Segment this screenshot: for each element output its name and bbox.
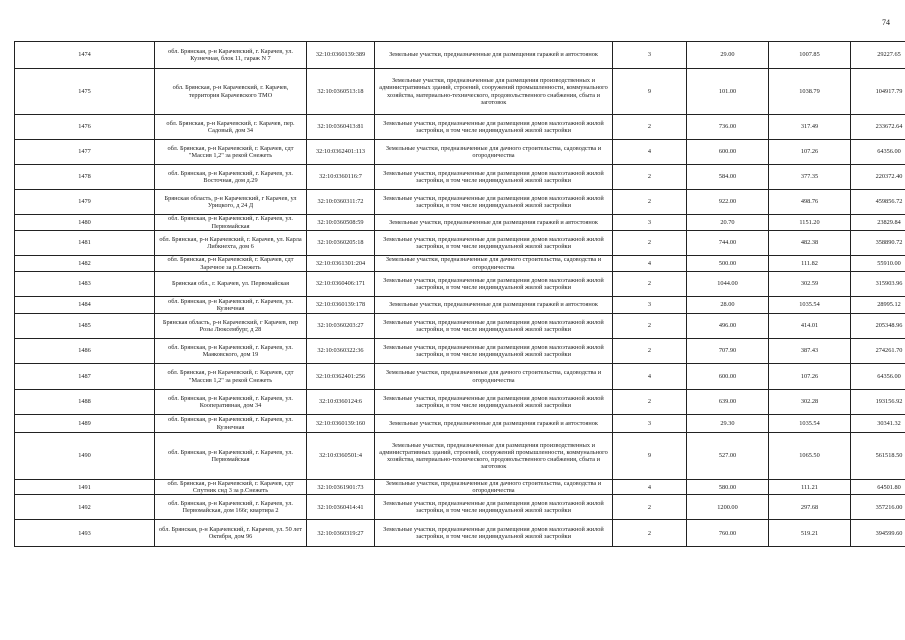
group-code-cell: 2 [613, 520, 687, 547]
cadastral-value-cell: 459856.72 [851, 190, 905, 215]
area-cell: 600.00 [687, 364, 769, 390]
group-code-cell: 2 [613, 314, 687, 339]
group-code-cell: 2 [613, 115, 687, 140]
group-code-cell: 2 [613, 339, 687, 364]
land-use-cell: Земельные участки, предназначенные для размещения домов малоэтажной жилой застройки, в том числе индивидуальной жилой застройки [375, 339, 613, 364]
cadastral-value-cell: 55910.00 [851, 256, 905, 272]
specific-value-cell: 111.82 [769, 256, 851, 272]
table-row [15, 256, 905, 272]
cadastral-value-cell: 193156.92 [851, 390, 905, 415]
row-number: 1477 [15, 140, 155, 165]
cadastral-number-cell: 32:10:0362401:256 [307, 364, 375, 390]
address-cell: Брянская область, р-н Карачевский, г Карачев, пер Розы Люксембург, д 28 [155, 314, 307, 339]
cadastral-value-cell: 205348.96 [851, 314, 905, 339]
cadastral-number-cell: 32:10:0360322:36 [307, 339, 375, 364]
table-row [15, 272, 905, 297]
area-cell: 1200.00 [687, 495, 769, 520]
address-cell: обл. Брянская, р-н Карачевский, г. Карачев, ул. Восточная, дом д.29 [155, 165, 307, 190]
row-number: 1492 [15, 495, 155, 520]
group-code-cell: 3 [613, 215, 687, 231]
land-use-cell: Земельные участки, предназначенные для размещения домов малоэтажной жилой застройки, в том числе индивидуальной жилой застройки [375, 190, 613, 215]
group-code-cell: 9 [613, 69, 687, 115]
table-row [15, 364, 905, 390]
cadastral-number-cell: 32:10:0361301:204 [307, 256, 375, 272]
table-row [15, 190, 905, 215]
table-row [15, 314, 905, 339]
cadastral-number-cell: 32:10:0360139:160 [307, 415, 375, 433]
area-cell: 584.00 [687, 165, 769, 190]
address-cell: обл. Брянская, р-н Карачевский, г. Карачев, ул. Кузнечная [155, 297, 307, 314]
land-use-cell: Земельные участки, предназначенные для размещения домов малоэтажной жилой застройки, в том числе индивидуальной жилой застройки [375, 115, 613, 140]
group-code-cell: 2 [613, 165, 687, 190]
address-cell: обл. Брянская, р-н Карачевский, г. Карачев, ул. Первомайская, дом 166г, квартира 2 [155, 495, 307, 520]
address-cell: обл. Брянская, р-н Карачевский, г. Карачев, пер. Садовый, дом 34 [155, 115, 307, 140]
row-number: 1485 [15, 314, 155, 339]
cadastral-number-cell: 32:10:0360406:171 [307, 272, 375, 297]
row-number: 1475 [15, 69, 155, 115]
group-code-cell: 4 [613, 480, 687, 495]
specific-value-cell: 1151.20 [769, 215, 851, 231]
area-cell: 744.00 [687, 231, 769, 256]
address-cell: обл. Брянская, р-н Карачевский, г. Карачев, ул. Первомайская [155, 433, 307, 480]
area-cell: 527.00 [687, 433, 769, 480]
table-row [15, 520, 905, 547]
table-row [15, 480, 905, 495]
land-use-cell: Земельные участки, предназначенные для размещения домов малоэтажной жилой застройки, в том числе индивидуальной жилой застройки [375, 390, 613, 415]
area-cell: 29.00 [687, 42, 769, 69]
group-code-cell: 4 [613, 140, 687, 165]
specific-value-cell: 1007.85 [769, 42, 851, 69]
cadastral-number-cell: 32:10:0360205:18 [307, 231, 375, 256]
address-cell: обл. Брянская, р-н Карачевский, г. Карачев, ул. Кооперативная, дом 34 [155, 390, 307, 415]
cadastral-value-cell: 30341.32 [851, 415, 905, 433]
land-use-cell: Земельные участки, предназначенные для дачного строительства, садоводства и огородничества [375, 256, 613, 272]
row-number: 1493 [15, 520, 155, 547]
table-row [15, 297, 905, 314]
row-number: 1488 [15, 390, 155, 415]
table-row [15, 69, 905, 115]
specific-value-cell: 1065.50 [769, 433, 851, 480]
land-use-cell: Земельные участки, предназначенные для размещения домов малоэтажной жилой застройки, в том числе индивидуальной жилой застройки [375, 165, 613, 190]
table-row [15, 339, 905, 364]
row-number: 1476 [15, 115, 155, 140]
land-use-cell: Земельные участки, предназначенные для размещения гаражей и автостоянок [375, 42, 613, 69]
area-cell: 496.00 [687, 314, 769, 339]
row-number: 1490 [15, 433, 155, 480]
cadastral-value-cell: 64501.80 [851, 480, 905, 495]
cadastral-value-cell: 561518.50 [851, 433, 905, 480]
cadastral-number-cell: 32:10:0360311:72 [307, 190, 375, 215]
cadastral-number-cell: 32:10:0360124:6 [307, 390, 375, 415]
area-cell: 29.30 [687, 415, 769, 433]
specific-value-cell: 302.28 [769, 390, 851, 415]
cadastral-number-cell: 32:10:0360319:27 [307, 520, 375, 547]
row-number: 1483 [15, 272, 155, 297]
table-row [15, 433, 905, 480]
cadastral-value-cell: 220372.40 [851, 165, 905, 190]
area-cell: 760.00 [687, 520, 769, 547]
area-cell: 736.00 [687, 115, 769, 140]
page-number: 74 [882, 18, 890, 27]
group-code-cell: 4 [613, 256, 687, 272]
address-cell: обл. Брянская, р-н Карачевский, г. Карачев, ул. Кузнечная, блок 11, гараж N 7 [155, 42, 307, 69]
row-number: 1482 [15, 256, 155, 272]
address-cell: обл. Брянская, р-н Карачевский, г. Карачев, ул. Маяковского, дом 19 [155, 339, 307, 364]
address-cell: обл. Брянская, р-н Карачевский, г. Карачев, территория Карачевского ТМО [155, 69, 307, 115]
table-row [15, 140, 905, 165]
cadastral-number-cell: 32:10:0361901:73 [307, 480, 375, 495]
table-row [15, 415, 905, 433]
land-use-cell: Земельные участки, предназначенные для размещения производственных и административных зданий, строений, сооружений промышленности, коммунального хозяйства, материально-технического, продовольственного снабжения, сбыта и заготовок [375, 69, 613, 115]
row-number: 1480 [15, 215, 155, 231]
cadastral-number-cell: 32:10:0360139:178 [307, 297, 375, 314]
table-body [15, 42, 905, 547]
table-row [15, 165, 905, 190]
area-cell: 707.90 [687, 339, 769, 364]
specific-value-cell: 414.01 [769, 314, 851, 339]
cadastral-value-cell: 233672.64 [851, 115, 905, 140]
group-code-cell: 2 [613, 231, 687, 256]
address-cell: Брянская обл., г. Карачев, ул. Первомайская [155, 272, 307, 297]
specific-value-cell: 1035.54 [769, 297, 851, 314]
address-cell: обл. Брянская, р-н Карачевский, г. Карачев, сдт "Массив 1,2" за рекой Снежеть [155, 140, 307, 165]
cadastral-value-cell: 23829.84 [851, 215, 905, 231]
land-use-cell: Земельные участки, предназначенные для размещения гаражей и автостоянок [375, 415, 613, 433]
specific-value-cell: 387.43 [769, 339, 851, 364]
row-number: 1478 [15, 165, 155, 190]
table-row [15, 231, 905, 256]
land-use-cell: Земельные участки, предназначенные для размещения домов малоэтажной жилой застройки, в том числе индивидуальной жилой застройки [375, 231, 613, 256]
area-cell: 639.00 [687, 390, 769, 415]
cadastral-value-cell: 29227.65 [851, 42, 905, 69]
land-use-cell: Земельные участки, предназначенные для дачного строительства, садоводства и огородничества [375, 140, 613, 165]
specific-value-cell: 482.38 [769, 231, 851, 256]
cadastral-value-cell: 28995.12 [851, 297, 905, 314]
group-code-cell: 3 [613, 42, 687, 69]
area-cell: 20.70 [687, 215, 769, 231]
land-use-cell: Земельные участки, предназначенные для размещения домов малоэтажной жилой застройки, в том числе индивидуальной жилой застройки [375, 314, 613, 339]
group-code-cell: 9 [613, 433, 687, 480]
cadastral-number-cell: 32:10:0360203:27 [307, 314, 375, 339]
address-cell: обл. Брянская, р-н Карачевский, г. Карачев, ул. Карла Либкнехта, дом 6 [155, 231, 307, 256]
address-cell: обл. Брянская, р-н Карачевский, г. Карачев, ул. Первомайская [155, 215, 307, 231]
specific-value-cell: 297.68 [769, 495, 851, 520]
group-code-cell: 2 [613, 390, 687, 415]
row-number: 1484 [15, 297, 155, 314]
row-number: 1481 [15, 231, 155, 256]
specific-value-cell: 317.49 [769, 115, 851, 140]
specific-value-cell: 111.21 [769, 480, 851, 495]
cadastral-number-cell: 32:10:0360513:18 [307, 69, 375, 115]
address-cell: обл. Брянская, р-н Карачевский, г. Карачев, сдт "Массив 1,2" за рекой Снежеть [155, 364, 307, 390]
cadastral-number-cell: 32:10:0360508:59 [307, 215, 375, 231]
cadastral-value-cell: 104917.79 [851, 69, 905, 115]
table-row [15, 390, 905, 415]
area-cell: 500.00 [687, 256, 769, 272]
address-cell: обл. Брянская, р-н Карачевский, г. Карачев, сдт Заречное за р.Снежеть [155, 256, 307, 272]
cadastral-number-cell: 32:10:0360501:4 [307, 433, 375, 480]
specific-value-cell: 1038.79 [769, 69, 851, 115]
land-use-cell: Земельные участки, предназначенные для размещения производственных и административных зданий, строений, сооружений промышленности, коммунального хозяйства, материально-технического, продовольственного снабжения, сбыта и заготовок [375, 433, 613, 480]
group-code-cell: 2 [613, 495, 687, 520]
cadastral-value-cell: 64356.00 [851, 140, 905, 165]
land-use-cell: Земельные участки, предназначенные для дачного строительства, садоводства и огородничества [375, 480, 613, 495]
area-cell: 922.00 [687, 190, 769, 215]
address-cell: Брянская область, р-н Карачевский, г Карачев, ул Урицкого, д 24 Д [155, 190, 307, 215]
row-number: 1474 [15, 42, 155, 69]
cadastral-number-cell: 32:10:0360413:81 [307, 115, 375, 140]
cadastral-number-cell: 32:10:0360139:389 [307, 42, 375, 69]
cadastral-number-cell: 32:10:0360116:7 [307, 165, 375, 190]
area-cell: 600.00 [687, 140, 769, 165]
address-cell: обл. Брянская, р-н Карачевский, г. Карачев, ул. Кузнечная [155, 415, 307, 433]
land-use-cell: Земельные участки, предназначенные для дачного строительства, садоводства и огородничества [375, 364, 613, 390]
cadastral-value-cell: 315903.96 [851, 272, 905, 297]
cadastral-value-cell: 394599.60 [851, 520, 905, 547]
land-use-cell: Земельные участки, предназначенные для размещения домов малоэтажной жилой застройки, в том числе индивидуальной жилой застройки [375, 520, 613, 547]
row-number: 1487 [15, 364, 155, 390]
group-code-cell: 2 [613, 190, 687, 215]
cadastral-value-cell: 64356.00 [851, 364, 905, 390]
table-row [15, 42, 905, 69]
area-cell: 101.00 [687, 69, 769, 115]
specific-value-cell: 498.76 [769, 190, 851, 215]
land-use-cell: Земельные участки, предназначенные для размещения домов малоэтажной жилой застройки, в том числе индивидуальной жилой застройки [375, 495, 613, 520]
land-use-cell: Земельные участки, предназначенные для размещения гаражей и автостоянок [375, 297, 613, 314]
land-use-cell: Земельные участки, предназначенные для размещения домов малоэтажной жилой застройки, в том числе индивидуальной жилой застройки [375, 272, 613, 297]
address-cell: обл. Брянская, р-н Карачевский, г. Карачев, ул. 50 лет Октября, дом 96 [155, 520, 307, 547]
group-code-cell: 4 [613, 364, 687, 390]
specific-value-cell: 107.26 [769, 364, 851, 390]
table-row [15, 115, 905, 140]
row-number: 1486 [15, 339, 155, 364]
cadastral-number-cell: 32:10:0362401:113 [307, 140, 375, 165]
address-cell: обл. Брянская, р-н Карачевский, г. Карачев, сдт Спутник снд 3 за р.Снежеть [155, 480, 307, 495]
cadastral-table [14, 41, 905, 547]
cadastral-value-cell: 274261.70 [851, 339, 905, 364]
area-cell: 1044.00 [687, 272, 769, 297]
specific-value-cell: 302.59 [769, 272, 851, 297]
area-cell: 580.00 [687, 480, 769, 495]
cadastral-value-cell: 357216.00 [851, 495, 905, 520]
group-code-cell: 3 [613, 415, 687, 433]
cadastral-number-cell: 32:10:0360414:41 [307, 495, 375, 520]
specific-value-cell: 1035.54 [769, 415, 851, 433]
row-number: 1491 [15, 480, 155, 495]
group-code-cell: 2 [613, 272, 687, 297]
area-cell: 28.00 [687, 297, 769, 314]
specific-value-cell: 377.35 [769, 165, 851, 190]
land-use-cell: Земельные участки, предназначенные для размещения гаражей и автостоянок [375, 215, 613, 231]
group-code-cell: 3 [613, 297, 687, 314]
row-number: 1489 [15, 415, 155, 433]
specific-value-cell: 107.26 [769, 140, 851, 165]
table-row [15, 215, 905, 231]
specific-value-cell: 519.21 [769, 520, 851, 547]
cadastral-value-cell: 358890.72 [851, 231, 905, 256]
table-row [15, 495, 905, 520]
row-number: 1479 [15, 190, 155, 215]
